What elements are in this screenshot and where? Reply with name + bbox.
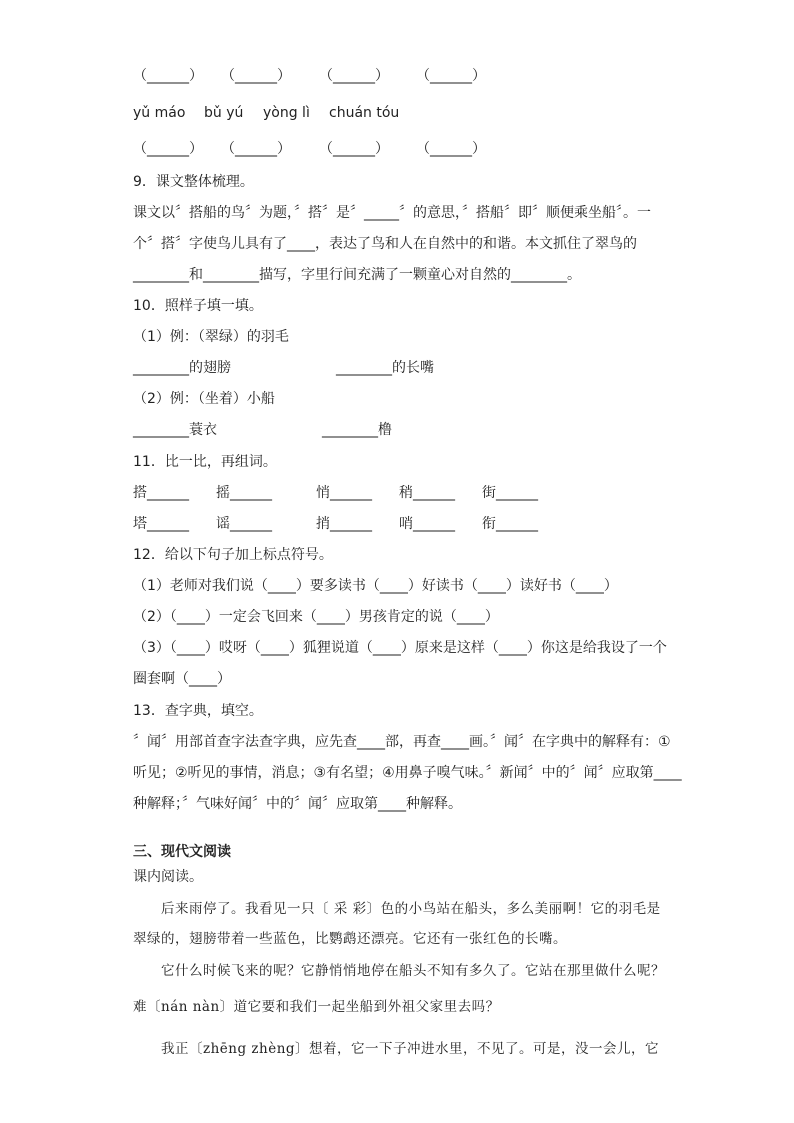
pinyin-word: yǔ máo — [133, 105, 186, 121]
fill-item[interactable]: ________橹 — [322, 422, 392, 438]
fill-item[interactable]: ________的翅膀 — [133, 360, 231, 376]
question-13-title: 13．查字典，填空。 — [133, 703, 263, 719]
compare-item[interactable]: 捎______ — [316, 516, 372, 532]
answer-blank[interactable]: （______） — [133, 141, 203, 157]
passage-line: 翠绿的，翅膀带着一些蓝色，比鹦鹉还漂亮。它还有一张红色的长嘴。 — [133, 931, 567, 947]
question-10-example-2: （2）例：（坐着）小船 — [133, 391, 275, 407]
question-10-example-1: （1）例：（翠绿）的羽毛 — [133, 329, 289, 345]
passage-line: 后来雨停了。我看见一只〔 采 彩〕色的小鸟站在船头，多么美丽啊！它的羽毛是 — [161, 901, 661, 917]
compare-item[interactable]: 搭______ — [133, 485, 189, 501]
answer-blank[interactable]: （______） — [319, 141, 389, 157]
punctuation-sentence-2: （2）（____）一定会飞回来（____）男孩肯定的说（____） — [133, 609, 499, 625]
answer-blank[interactable]: （______） — [416, 68, 486, 84]
compare-item[interactable]: 谣______ — [216, 516, 272, 532]
compare-item[interactable]: 塔______ — [133, 516, 189, 532]
question-9-line: 个〞搭〞字使鸟儿具有了____，表达了鸟和人在自然中的和谐。本文抓住了翠鸟的 — [133, 236, 637, 252]
fill-item[interactable]: ________的长嘴 — [336, 360, 434, 376]
passage-line: 难〔nán nàn〕道它要和我们一起坐船到外祖父家里去吗？ — [133, 999, 500, 1015]
pinyin-word: yòng lì — [263, 105, 310, 121]
compare-item[interactable]: 衔______ — [482, 516, 538, 532]
answer-blank[interactable]: （______） — [319, 68, 389, 84]
section-subheading: 课内阅读。 — [133, 869, 203, 885]
question-12-title: 12．给以下句子加上标点符号。 — [133, 547, 333, 563]
answer-blank[interactable]: （______） — [221, 141, 291, 157]
compare-item[interactable]: 摇______ — [216, 485, 272, 501]
answer-blank[interactable]: （______） — [133, 68, 203, 84]
question-13-line: 听见；②听见的事情，消息；③有名望；④用鼻子嗅气味。〞新闻〞中的〞闻〞应取第____ — [133, 765, 682, 781]
question-13-line: 种解释；〞气味好闻〞中的〞闻〞应取第____种解释。 — [133, 796, 462, 812]
question-11-title: 11．比一比，再组词。 — [133, 454, 277, 470]
question-9-line: 课文以〞搭船的鸟〞为题，〞搭〞是〞_____〞的意思，〞搭船〞即〞顺便乘坐船〞。一 — [133, 205, 651, 221]
question-9-line: ________和________描写，字里行间充满了一颗童心对自然的________。 — [133, 267, 581, 283]
compare-item[interactable]: 稍______ — [399, 485, 455, 501]
fill-item[interactable]: ________蓑衣 — [133, 422, 217, 438]
compare-item[interactable]: 哨______ — [399, 516, 455, 532]
compare-item[interactable]: 街______ — [482, 485, 538, 501]
question-13-line: 〞闻〞用部首查字法查字典，应先查____部，再查____画。〞闻〞在字典中的解释有：① — [133, 734, 671, 750]
passage-line: 我正〔zhēng zhèng〕想着，它一下子冲进水里，不见了。可是，没一会儿，它 — [161, 1041, 660, 1057]
section-heading: 三、现代文阅读 — [133, 844, 231, 860]
answer-blank[interactable]: （______） — [221, 68, 291, 84]
punctuation-sentence-1: （1）老师对我们说（____）要多读书（____）好读书（____）读好书（____） — [133, 578, 618, 594]
passage-line: 它什么时候飞来的呢？它静悄悄地停在船头不知有多久了。它站在那里做什么呢？ — [161, 963, 665, 979]
question-10-title: 10．照样子填一填。 — [133, 298, 263, 314]
punctuation-sentence-3: （3）（____）哎呀（____）狐狸说道（____）原来是这样（____）你这是给我设了一个 — [133, 640, 667, 656]
pinyin-word: bǔ yú — [204, 105, 244, 121]
answer-blank[interactable]: （______） — [416, 141, 486, 157]
compare-item[interactable]: 悄______ — [316, 485, 372, 501]
pinyin-word: chuán tóu — [329, 105, 400, 121]
question-9-title: 9．课文整体梳理。 — [133, 174, 254, 190]
punctuation-sentence-3-cont: 圈套啊（____） — [133, 671, 231, 687]
